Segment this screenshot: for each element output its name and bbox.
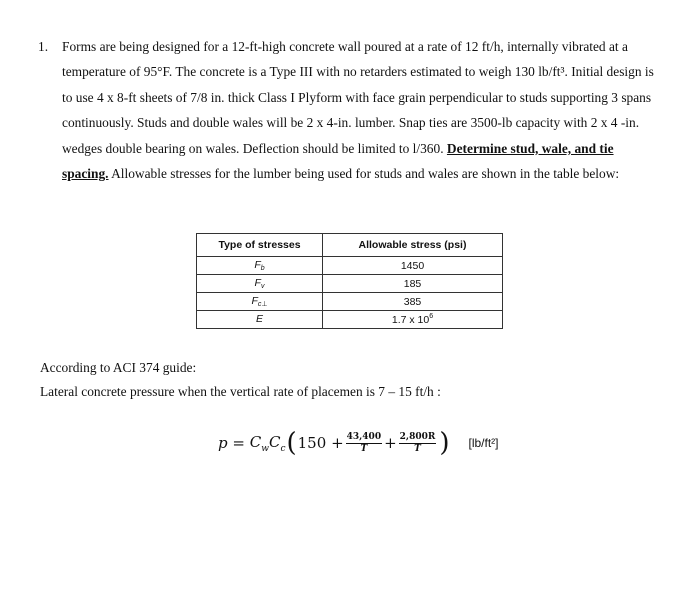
problem-text-tail: Allowable stresses for the lumber being used for studs and wales are shown in the table below: (108, 166, 620, 182)
table-header-stress: Allowable stress (psi) (323, 234, 503, 257)
table-header-type: Type of stresses (197, 234, 323, 257)
stress-symbol: $F_b$ (197, 257, 323, 275)
formula-fraction-2: $\frac{2,800R}{T}$ (399, 431, 436, 454)
problem-statement (38, 34, 658, 186)
formula-cw: $C_w$ (249, 432, 269, 454)
problem-text: Forms are being designed for a 12-ft-high concrete wall poured at a rate of 12 ft/h, internally vibrated at a temperature of 95°F. The concrete is a Type III with no retarders estimated to weigh 130 lb/ft³. Initial design is to use 4 x 8-ft sheets of 7/8 in. thick Class I Plyform with face grain perpendicular to studs supporting 3 spans continuously. Studs and double wales will be 2 x 4-in. lumber. Snap ties are 3500-lb capacity with 2 x 4 -in. wedges double bearing on wales. Deflection should be limited to l/360. (62, 39, 654, 156)
formula-close-paren: ) (439, 428, 450, 458)
formula-open-paren: ( (286, 428, 297, 458)
table-header-row (197, 234, 503, 257)
lateral-pressure-note: Lateral concrete pressure when the vertical rate of placemen is 7 – 15 ft/h : (40, 384, 441, 399)
formula-units: [lb/ft²] (468, 436, 499, 450)
stress-symbol: $F_{c\perp}$ (197, 293, 323, 311)
stress-value: 185 (323, 275, 503, 293)
formula-lhs: p (218, 434, 228, 452)
table-row (197, 311, 503, 329)
formula-fraction-1: $\frac{43,400}{T}$ (346, 431, 382, 454)
formula-plus-2: + (384, 434, 397, 452)
aci-guide-heading: According to ACI 374 guide: (40, 360, 197, 375)
pressure-formula (218, 430, 499, 456)
table-row (197, 257, 503, 275)
problem-task: Determine stud, wale, and tie spacing. (62, 140, 614, 182)
stress-value: 1450 (323, 257, 503, 275)
problem-number: 1. (38, 39, 49, 54)
stress-symbol: $F_v$ (197, 275, 323, 293)
stress-symbol: E (197, 311, 323, 329)
table-row (197, 293, 503, 311)
formula-equals: = (232, 434, 245, 452)
problem-body (62, 34, 658, 186)
formula-constant: 150 (297, 434, 327, 452)
formula-cc: $C_c$ (268, 432, 286, 454)
allowable-stress-table (196, 233, 503, 329)
table-row (197, 275, 503, 293)
stress-value: 1.7 x $10^6$ (323, 311, 503, 329)
stress-value: 385 (323, 293, 503, 311)
formula-plus-1: + (331, 434, 344, 452)
